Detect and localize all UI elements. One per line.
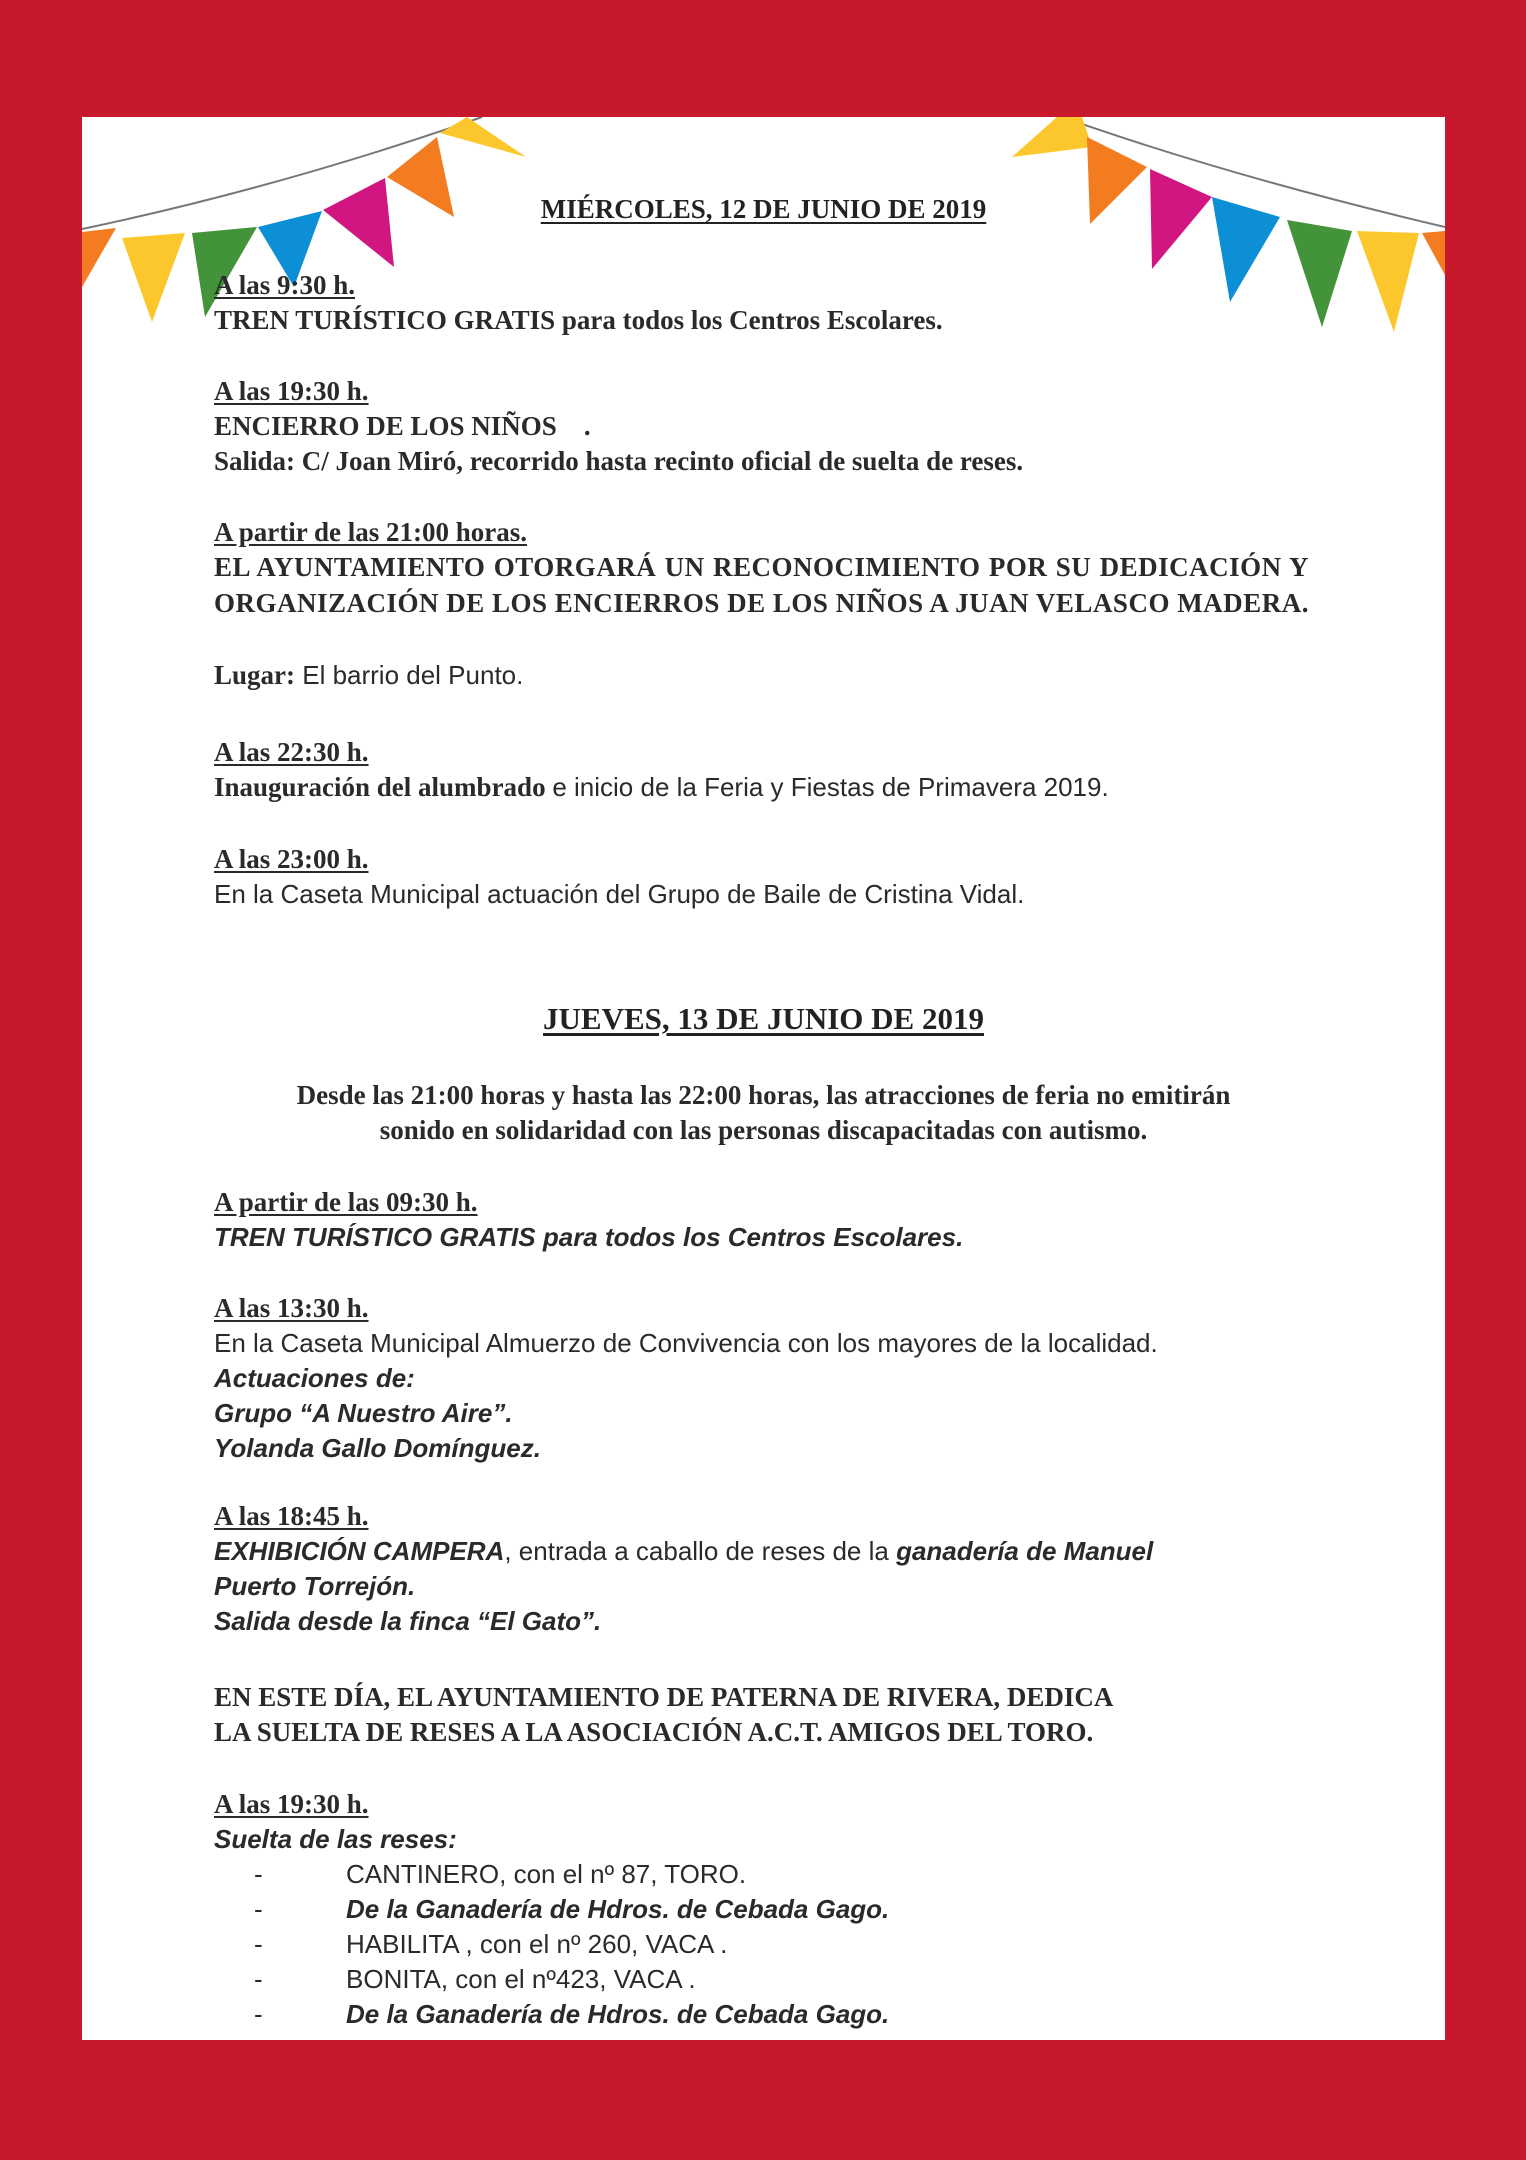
performer: Yolanda Gallo Domínguez. [214, 1433, 541, 1463]
event-text: TREN TURÍSTICO GRATIS para todos los Centros Escolares. [214, 305, 943, 335]
autism-note-line2: sonido en solidaridad con las personas discapacitadas con autismo. [379, 1115, 1148, 1145]
bullet-text: BONITA, con el nº423, VACA . [346, 1964, 696, 1994]
event-bold: Inauguración del alumbrado [214, 772, 553, 802]
event-text: En la Caseta Municipal actuación del Grupo de Baile de Cristina Vidal. [214, 879, 1025, 909]
bunting-flag-orange [1422, 231, 1445, 275]
event-text: Puerto Torrejón. [214, 1571, 416, 1601]
bunting-flag-yellow [440, 117, 526, 157]
time-label: A las 22:30 h. [214, 737, 369, 767]
day-title-wednesday: MIÉRCOLES, 12 DE JUNIO DE 2019 [540, 194, 987, 224]
bullet-item [214, 1856, 746, 1892]
event-text [214, 769, 1109, 806]
bullet-item [214, 1996, 889, 2033]
event-place [214, 657, 523, 694]
event-time [214, 373, 369, 410]
event-text: TREN TURÍSTICO GRATIS para todos los Centros Escolares. [214, 1222, 964, 1252]
bullet-item [214, 1891, 889, 1928]
time-label: A las 18:45 h. [214, 1501, 369, 1531]
event-time [214, 734, 369, 771]
place-value: El barrio del Punto. [295, 660, 524, 690]
bullet-dash: - [254, 1894, 263, 1924]
event-detail: Salida: C/ Joan Miró, recorrido hasta recinto oficial de suelta de reses. [214, 446, 1024, 476]
program-page [82, 117, 1445, 2040]
event-time [214, 514, 527, 551]
performances-label: Actuaciones de: [214, 1363, 415, 1393]
time-label: A las 23:00 h. [214, 844, 369, 874]
event-time [214, 1290, 369, 1327]
time-label: A partir de las 21:00 horas. [214, 517, 528, 547]
event-bold: ganadería de Manuel [896, 1536, 1154, 1566]
event-text: En la Caseta Municipal Almuerzo de Convivencia con los mayores de la localidad. [214, 1328, 1158, 1358]
event-text-award: EL AYUNTAMIENTO OTORGARÁ UN RECONOCIMIENTO POR SU DEDICACIÓN Y ORGANIZACIÓN DE LOS ENCIERROS DE LOS NIÑOS A JUAN VELASCO MADERA. [214, 552, 1309, 618]
bullet-text: De la Ganadería de Hdros. de Cebada Gago. [346, 1894, 890, 1924]
bullet-text: CANTINERO, con el nº 87, TORO. [346, 1859, 747, 1889]
dedication-line2: LA SUELTA DE RESES A LA ASOCIACIÓN A.C.T. AMIGOS DEL TORO. [214, 1717, 1094, 1747]
event-text [214, 1533, 1153, 1570]
bunting-flag-yellow [122, 233, 185, 322]
event-time [214, 841, 369, 878]
autism-note-line1: Desde las 21:00 horas y hasta las 22:00 horas, las atracciones de feria no emitirán [296, 1080, 1231, 1110]
event-rest: , entrada a caballo de reses de la [504, 1536, 897, 1566]
time-label: A las 19:30 h. [214, 376, 369, 406]
bullet-dash: - [254, 1929, 263, 1959]
bunting-flag-green [1287, 220, 1352, 327]
bunting-flag-yellow [1012, 117, 1092, 157]
bullet-dash: - [254, 1859, 263, 1889]
time-label: A las 19:30 h. [214, 1789, 369, 1819]
release-label: Suelta de las reses: [214, 1824, 457, 1854]
bullet-item [214, 1961, 696, 1997]
event-text: ENCIERRO DE LOS NIÑOS . [214, 411, 591, 441]
place-label: Lugar: [214, 660, 295, 690]
time-label: A las 9:30 h. [214, 270, 356, 300]
bunting-flag-yellow [1357, 231, 1419, 332]
day-title-thursday: JUEVES, 13 DE JUNIO DE 2019 [543, 1001, 984, 1036]
time-label: A las 13:30 h. [214, 1293, 369, 1323]
dedication-line1: EN ESTE DÍA, EL AYUNTAMIENTO DE PATERNA DE RIVERA, DEDICA [214, 1682, 1114, 1712]
performer: Grupo “A Nuestro Aire”. [214, 1398, 513, 1428]
event-time [214, 1184, 478, 1221]
bullet-dash: - [254, 1964, 263, 1994]
bunting-decoration [82, 117, 1445, 377]
event-text: Salida desde la finca “El Gato”. [214, 1606, 602, 1636]
event-rest: e inicio de la Feria y Fiestas de Primavera 2019. [552, 772, 1109, 802]
event-time [214, 267, 355, 304]
bullet-item [214, 1926, 727, 1962]
event-time [214, 1498, 369, 1535]
bullet-text: HABILITA , con el nº 260, VACA . [346, 1929, 728, 1959]
bullet-text: De la Ganadería de Hdros. de Cebada Gago. [346, 1999, 890, 2029]
bullet-dash: - [254, 1999, 263, 2029]
bunting-flag-orange [82, 228, 116, 287]
event-bold: EXHIBICIÓN CAMPERA [214, 1536, 505, 1566]
event-time [214, 1786, 369, 1823]
time-label: A partir de las 09:30 h. [214, 1187, 478, 1217]
